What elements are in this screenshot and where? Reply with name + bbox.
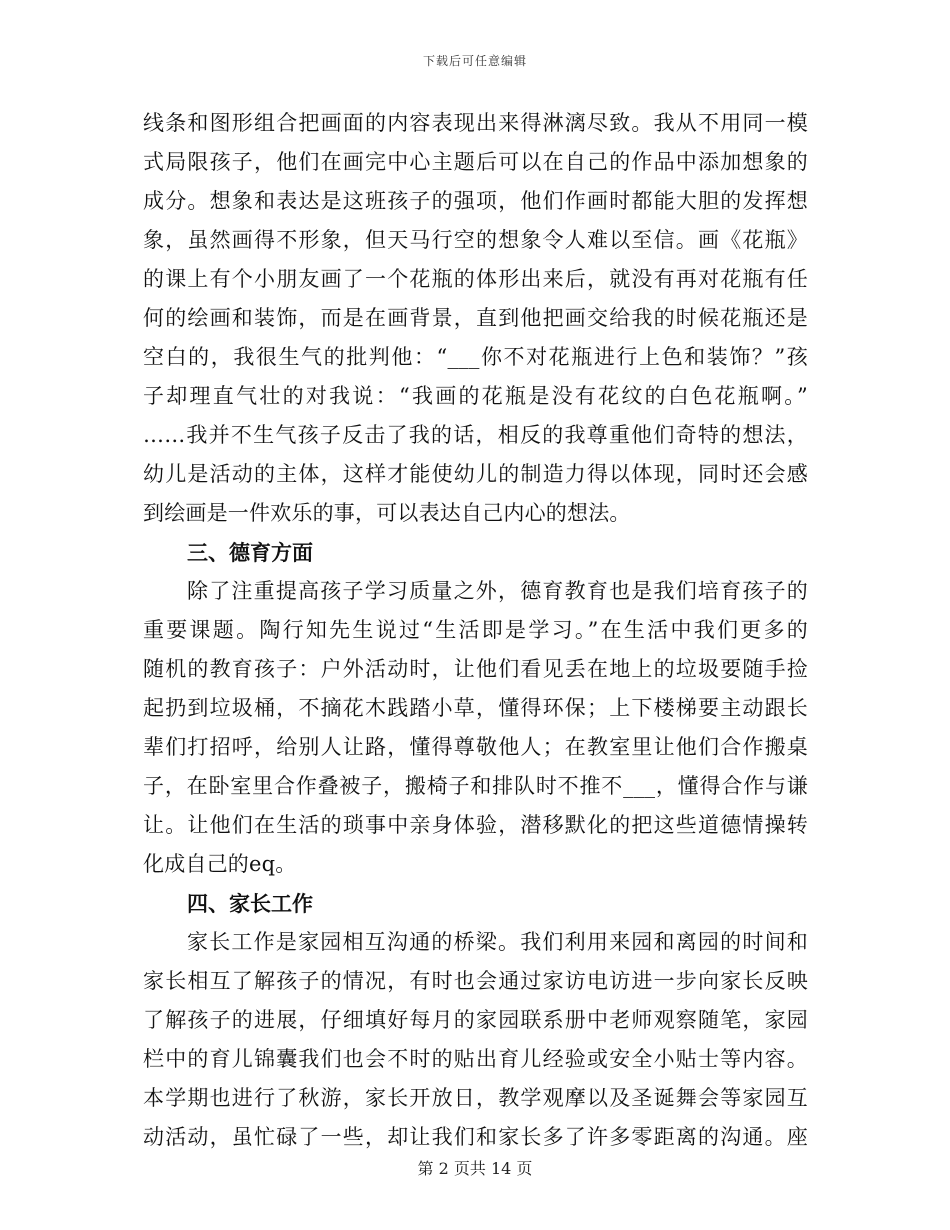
- page-header: 下载后可任意编辑: [422, 54, 527, 68]
- paragraph-line: 让。让他们在生活的琐事中亲身体验，潜移默化的把这些道德情操转: [143, 813, 808, 837]
- paragraph-line: 到绘画是一件欢乐的事，可以表达自己内心的想法。: [143, 501, 631, 525]
- paragraph-line: 动活动，虽忙碌了一些，却让我们和家长多了许多零距离的沟通。座: [143, 1125, 808, 1149]
- paragraph-line: 象，虽然画得不形象，但天马行空的想象令人难以至信。画《花瓶》: [143, 228, 808, 252]
- paragraph-line: 式局限孩子，他们在画完中心主题后可以在自己的作品中添加想象的: [143, 150, 808, 174]
- paragraph-line: 化成自己的eq。: [143, 852, 297, 876]
- document-body: [143, 104, 808, 1157]
- paragraph-line: 子却理直气壮的对我说：“我画的花瓶是没有花纹的白色花瓶啊。”: [143, 384, 808, 408]
- paragraph-line: 空白的，我很生气的批判他：“___你不对花瓶进行上色和装饰？”孩: [143, 345, 808, 369]
- paragraph-line: 家长工作是家园相互沟通的桥梁。我们利用来园和离园的时间和: [187, 930, 808, 954]
- paragraph-line: 成分。想象和表达是这班孩子的强项，他们作画时都能大胆的发挥想: [143, 189, 808, 213]
- section-heading-parent-work: 四、家长工作: [187, 891, 313, 916]
- paragraph-line: 子，在卧室里合作叠被子，搬椅子和排队时不推不___，懂得合作与谦: [143, 774, 808, 798]
- paragraph-line: 线条和图形组合把画面的内容表现出来得淋漓尽致。我从不用同一模: [143, 111, 808, 135]
- paragraph-line: ……我并不生气孩子反击了我的话，相反的我尊重他们奇特的想法，: [143, 423, 808, 447]
- paragraph-line: 栏中的育儿锦囊我们也会不时的贴出育儿经验或安全小贴士等内容。: [143, 1047, 808, 1071]
- paragraph-line: 何的绘画和装饰，而是在画背景，直到他把画交给我的时候花瓶还是: [143, 306, 808, 330]
- paragraph-line: 家长相互了解孩子的情况，有时也会通过家访电访进一步向家长反映: [143, 969, 808, 993]
- paragraph-line: 起扔到垃圾桶，不摘花木践踏小草，懂得环保；上下楼梯要主动跟长: [143, 696, 808, 720]
- paragraph-line: 本学期也进行了秋游，家长开放日，教学观摩以及圣诞舞会等家园互: [143, 1086, 808, 1110]
- page-number-footer: 第 2 页共 14 页: [417, 1159, 533, 1178]
- paragraph-line: 了解孩子的进展，仔细填好每月的家园联系册中老师观察随笔，家园: [143, 1008, 808, 1032]
- paragraph-line: 除了注重提高孩子学习质量之外，德育教育也是我们培育孩子的: [187, 579, 808, 603]
- section-heading-moral-education: 三、德育方面: [187, 540, 313, 565]
- paragraph-line: 重要课题。陶行知先生说过“生活即是学习。”在生活中我们更多的: [143, 618, 808, 642]
- paragraph-line: 幼儿是活动的主体，这样才能使幼儿的制造力得以体现，同时还会感: [143, 462, 808, 486]
- paragraph-line: 辈们打招呼，给别人让路，懂得尊敬他人；在教室里让他们合作搬桌: [143, 735, 808, 759]
- paragraph-line: 随机的教育孩子：户外活动时，让他们看见丢在地上的垃圾要随手捡: [143, 657, 808, 681]
- paragraph-line: 的课上有个小朋友画了一个花瓶的体形出来后，就没有再对花瓶有任: [143, 267, 808, 291]
